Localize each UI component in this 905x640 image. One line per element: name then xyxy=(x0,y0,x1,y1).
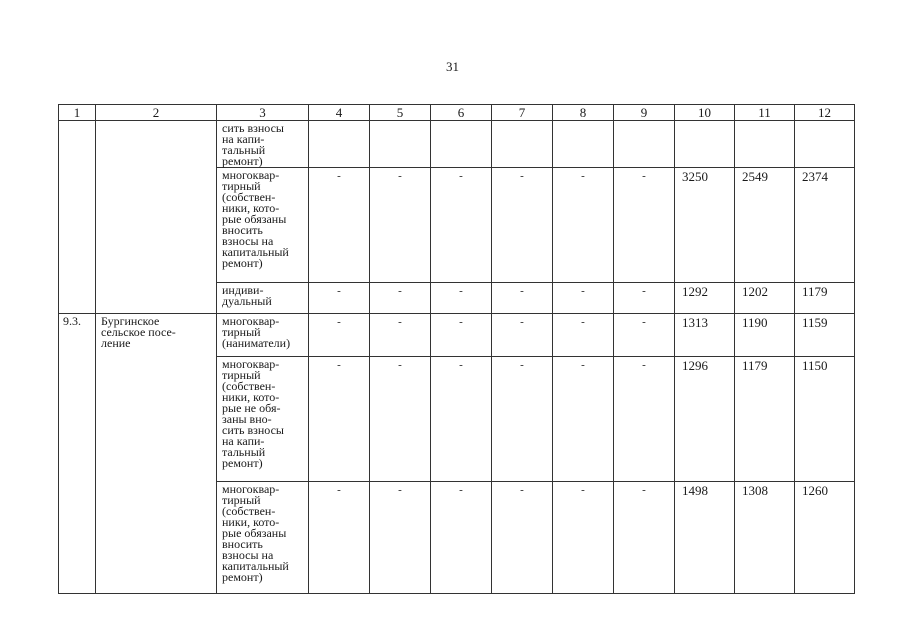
value-cell: - xyxy=(553,482,614,594)
value-cell: 1498 xyxy=(675,482,735,594)
number-cell xyxy=(59,121,96,314)
value-cell xyxy=(431,121,492,168)
value-cell: - xyxy=(492,314,553,357)
header-cell: 7 xyxy=(492,105,553,121)
type-cell: сить взносы на капи- тальный ремонт) xyxy=(217,121,309,168)
name-cell xyxy=(96,121,217,314)
value-cell: - xyxy=(370,168,431,283)
header-cell: 12 xyxy=(795,105,855,121)
value-cell: - xyxy=(431,314,492,357)
value-cell: - xyxy=(553,314,614,357)
value-cell: - xyxy=(614,482,675,594)
value-cell: - xyxy=(309,283,370,314)
value-cell: - xyxy=(431,168,492,283)
type-cell: многоквар- тирный (собствен- ники, кото- рые обязаны вносить взносы на капитальный ремонт) xyxy=(217,168,309,283)
header-cell: 11 xyxy=(735,105,795,121)
header-cell: 2 xyxy=(96,105,217,121)
header-cell: 1 xyxy=(59,105,96,121)
value-cell: 1296 xyxy=(675,357,735,482)
value-cell: - xyxy=(492,357,553,482)
value-cell xyxy=(675,121,735,168)
page-number: 31 xyxy=(446,59,459,74)
number-cell: 9.3. xyxy=(59,314,96,594)
value-cell: 1292 xyxy=(675,283,735,314)
value-cell: - xyxy=(431,357,492,482)
value-cell: - xyxy=(370,482,431,594)
value-cell: - xyxy=(614,168,675,283)
value-cell: - xyxy=(309,357,370,482)
value-cell xyxy=(735,121,795,168)
type-cell: многоквар- тирный (собствен- ники, кото- рые не обя- заны вно- сить взносы на капи- тальный ремонт) xyxy=(217,357,309,482)
value-cell: - xyxy=(614,314,675,357)
header-row xyxy=(59,105,855,121)
value-cell: - xyxy=(370,357,431,482)
value-cell xyxy=(795,121,855,168)
header-cell: 9 xyxy=(614,105,675,121)
value-cell xyxy=(309,121,370,168)
header-cell: 4 xyxy=(309,105,370,121)
data-table xyxy=(58,104,855,594)
header-cell: 5 xyxy=(370,105,431,121)
value-cell: 2374 xyxy=(795,168,855,283)
value-cell: 1179 xyxy=(795,283,855,314)
type-cell: индиви- дуальный xyxy=(217,283,309,314)
value-cell xyxy=(553,121,614,168)
value-cell: 1313 xyxy=(675,314,735,357)
value-cell: - xyxy=(309,168,370,283)
value-cell: 1150 xyxy=(795,357,855,482)
value-cell: 2549 xyxy=(735,168,795,283)
value-cell: - xyxy=(492,168,553,283)
value-cell: - xyxy=(370,283,431,314)
value-cell: 3250 xyxy=(675,168,735,283)
name-cell: Бургинское сельское посе- ление xyxy=(96,314,217,594)
header-cell: 3 xyxy=(217,105,309,121)
value-cell: - xyxy=(431,283,492,314)
value-cell: 1190 xyxy=(735,314,795,357)
value-cell: - xyxy=(553,283,614,314)
value-cell: - xyxy=(492,482,553,594)
value-cell: - xyxy=(431,482,492,594)
value-cell: - xyxy=(553,357,614,482)
type-cell: многоквар- тирный (наниматели) xyxy=(217,314,309,357)
header-cell: 6 xyxy=(431,105,492,121)
header-cell: 8 xyxy=(553,105,614,121)
value-cell: - xyxy=(370,314,431,357)
value-cell: - xyxy=(614,283,675,314)
value-cell: - xyxy=(309,314,370,357)
value-cell xyxy=(614,121,675,168)
value-cell: - xyxy=(309,482,370,594)
value-cell: - xyxy=(614,357,675,482)
value-cell: 1159 xyxy=(795,314,855,357)
value-cell: 1260 xyxy=(795,482,855,594)
value-cell: 1308 xyxy=(735,482,795,594)
value-cell: - xyxy=(553,168,614,283)
value-cell xyxy=(492,121,553,168)
value-cell: 1202 xyxy=(735,283,795,314)
table-row xyxy=(59,121,855,168)
table-row xyxy=(59,314,855,357)
value-cell: 1179 xyxy=(735,357,795,482)
value-cell xyxy=(370,121,431,168)
type-cell: многоквар- тирный (собствен- ники, кото- рые обязаны вносить взносы на капитальный ремонт) xyxy=(217,482,309,594)
header-cell: 10 xyxy=(675,105,735,121)
value-cell: - xyxy=(492,283,553,314)
